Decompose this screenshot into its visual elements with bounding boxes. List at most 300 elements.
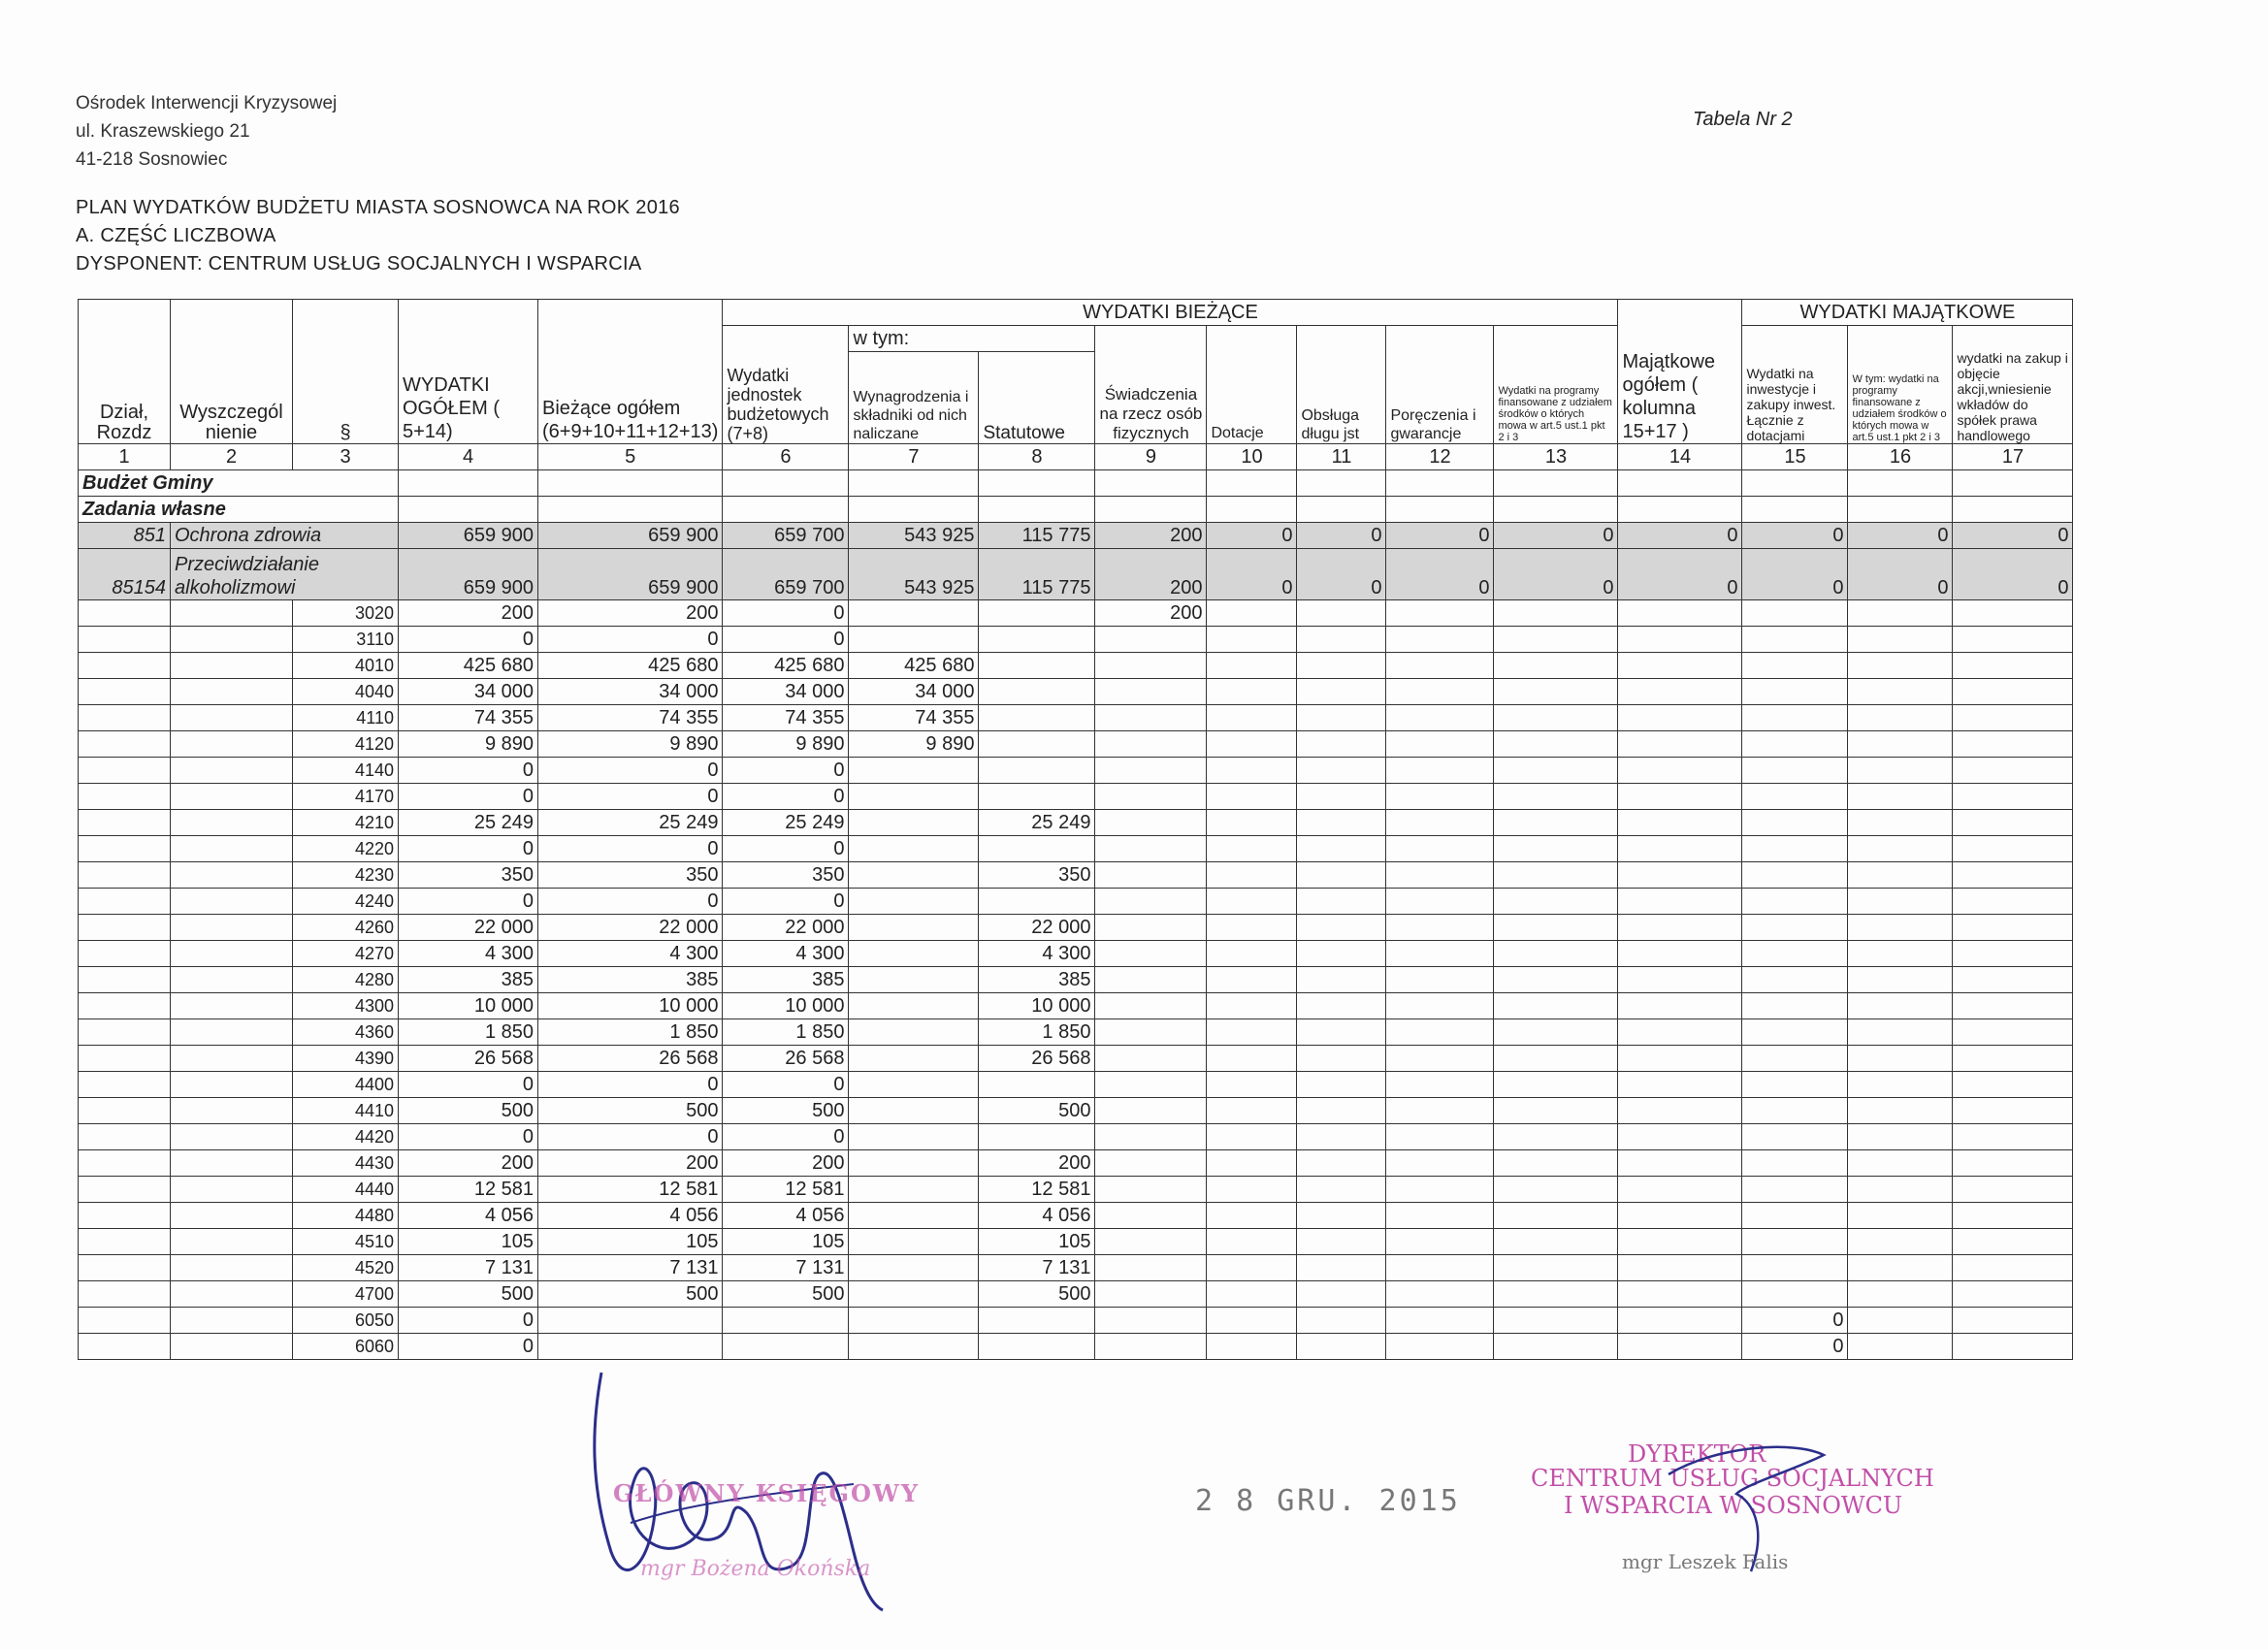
empty-cell xyxy=(1953,810,2073,836)
empty-cell xyxy=(79,1229,171,1255)
empty-cell xyxy=(1494,1124,1618,1150)
cell-value xyxy=(1095,1098,1207,1124)
cell-value xyxy=(1742,653,1848,679)
table-row xyxy=(79,862,2073,889)
empty-cell xyxy=(1207,758,1297,784)
cell-value: 200 xyxy=(979,1150,1095,1177)
header-obsluga-dlugu: Obsługa długu jst xyxy=(1297,326,1386,444)
paragraph-code: 4410 xyxy=(293,1098,399,1124)
empty-cell xyxy=(1207,862,1297,889)
empty-cell xyxy=(1848,993,1953,1019)
empty-cell xyxy=(1207,705,1297,731)
empty-cell xyxy=(1386,993,1494,1019)
table-row xyxy=(79,1150,2073,1177)
cell-value: 0 xyxy=(1207,549,1297,600)
empty-cell xyxy=(1494,1203,1618,1229)
cell-value: 425 680 xyxy=(538,653,723,679)
table-row xyxy=(79,600,2073,627)
empty-cell xyxy=(1848,758,1953,784)
empty-cell xyxy=(1494,993,1618,1019)
cell-value xyxy=(1742,1229,1848,1255)
paragraph-code: 4120 xyxy=(293,731,399,758)
cell-value: 1 850 xyxy=(399,1019,538,1046)
cell-value xyxy=(723,1334,849,1360)
empty-cell xyxy=(79,1281,171,1308)
cell-value: 4 056 xyxy=(723,1203,849,1229)
empty-cell xyxy=(171,967,293,993)
cell-value: 0 xyxy=(723,1124,849,1150)
empty-cell xyxy=(1953,1098,2073,1124)
empty-cell xyxy=(1618,862,1742,889)
cell-value: 1 850 xyxy=(723,1019,849,1046)
empty-cell xyxy=(1386,1229,1494,1255)
empty-cell xyxy=(1207,915,1297,941)
cell-value: 500 xyxy=(538,1098,723,1124)
cell-value xyxy=(849,1281,979,1308)
empty-cell xyxy=(171,679,293,705)
empty-cell xyxy=(1618,1046,1742,1072)
empty-cell xyxy=(1386,967,1494,993)
empty-cell xyxy=(1207,784,1297,810)
empty-cell xyxy=(1848,810,1953,836)
empty-cell xyxy=(1386,941,1494,967)
empty-cell xyxy=(1848,1150,1953,1177)
cell-value: 659 900 xyxy=(399,549,538,600)
empty-cell xyxy=(1953,993,2073,1019)
column-number: 16 xyxy=(1848,444,1953,470)
cell-value xyxy=(979,889,1095,915)
empty-cell xyxy=(79,1255,171,1281)
document-titles xyxy=(76,194,680,278)
empty-cell xyxy=(79,967,171,993)
empty-cell xyxy=(1848,1334,1953,1360)
address-line-2: ul. Kraszewskiego 21 xyxy=(76,121,250,142)
empty-cell xyxy=(1207,1334,1297,1360)
empty-cell xyxy=(1297,1203,1386,1229)
empty-cell xyxy=(1386,889,1494,915)
empty-cell xyxy=(1494,836,1618,862)
paragraph-code: 4390 xyxy=(293,1046,399,1072)
stamp-institution-line-2: I WSPARCIA W SOSNOWCU xyxy=(1564,1492,1903,1519)
empty-cell xyxy=(1386,1072,1494,1098)
empty-cell xyxy=(1494,784,1618,810)
cell-value xyxy=(1742,810,1848,836)
paragraph-code: 4240 xyxy=(293,889,399,915)
empty-cell xyxy=(1494,1255,1618,1281)
empty-cell xyxy=(1494,1150,1618,1177)
empty-cell xyxy=(1848,1177,1953,1203)
column-number: 1 xyxy=(79,444,171,470)
empty-cell xyxy=(1618,1334,1742,1360)
empty-cell xyxy=(171,1177,293,1203)
empty-cell xyxy=(79,1019,171,1046)
empty-cell xyxy=(171,1072,293,1098)
empty-cell xyxy=(1953,1308,2073,1334)
cell-value: 22 000 xyxy=(723,915,849,941)
cell-value: 0 xyxy=(1742,523,1848,549)
empty-cell xyxy=(79,941,171,967)
cell-value xyxy=(1742,993,1848,1019)
empty-cell xyxy=(1953,1229,2073,1255)
cell-value xyxy=(538,1308,723,1334)
cell-value: 0 xyxy=(399,1334,538,1360)
empty-cell xyxy=(1848,1098,1953,1124)
paragraph-code: 4480 xyxy=(293,1203,399,1229)
cell-value: 0 xyxy=(1742,549,1848,600)
empty-cell xyxy=(1207,967,1297,993)
paragraph-code: 4270 xyxy=(293,941,399,967)
empty-cell xyxy=(79,889,171,915)
paragraph-code: 4510 xyxy=(293,1229,399,1255)
empty-cell xyxy=(1297,1255,1386,1281)
cell-value: 0 xyxy=(1742,1334,1848,1360)
cell-value xyxy=(849,810,979,836)
empty-cell xyxy=(1386,653,1494,679)
cell-value: 0 xyxy=(723,627,849,653)
empty-cell xyxy=(1386,600,1494,627)
cell-value xyxy=(849,836,979,862)
empty-cell xyxy=(1207,731,1297,758)
table-row xyxy=(79,810,2073,836)
cell-value: 425 680 xyxy=(723,653,849,679)
cell-value: 74 355 xyxy=(538,705,723,731)
title-line-1: PLAN WYDATKÓW BUDŻETU MIASTA SOSNOWCA NA ROK 2016 xyxy=(76,197,680,218)
cell-value: 500 xyxy=(723,1281,849,1308)
empty-cell xyxy=(171,889,293,915)
empty-cell xyxy=(171,836,293,862)
empty-cell xyxy=(1386,627,1494,653)
cell-value: 500 xyxy=(979,1281,1095,1308)
cell-value xyxy=(1742,1177,1848,1203)
empty-cell xyxy=(1953,941,2073,967)
cell-value: 10 000 xyxy=(723,993,849,1019)
cell-value: 115 775 xyxy=(979,549,1095,600)
empty-cell xyxy=(79,862,171,889)
empty-cell xyxy=(1953,1124,2073,1150)
table-row xyxy=(79,967,2073,993)
signature-right-scribble xyxy=(1659,1426,1853,1581)
empty-cell xyxy=(171,784,293,810)
empty-cell xyxy=(1494,810,1618,836)
empty-cell xyxy=(1618,810,1742,836)
table-row xyxy=(79,1334,2073,1360)
header-wydatki-jednostek: Wydatki jednostek budżetowych (7+8) xyxy=(723,326,849,444)
cell-value: 500 xyxy=(399,1098,538,1124)
cell-value: 1 850 xyxy=(979,1019,1095,1046)
empty-cell xyxy=(1297,627,1386,653)
address-line-3: 41-218 Sosnowiec xyxy=(76,149,228,170)
empty-cell xyxy=(1207,1019,1297,1046)
empty-cell xyxy=(1953,1281,2073,1308)
cell-value: 10 000 xyxy=(399,993,538,1019)
cell-value: 0 xyxy=(399,627,538,653)
empty-cell xyxy=(1848,1072,1953,1098)
empty-cell xyxy=(1953,967,2073,993)
dzial-code: 85154 xyxy=(79,549,171,600)
cell-value xyxy=(849,627,979,653)
empty-cell xyxy=(1386,1281,1494,1308)
cell-value xyxy=(849,784,979,810)
cell-value: 105 xyxy=(723,1229,849,1255)
empty-cell xyxy=(1207,889,1297,915)
stamp-institution-line-1: CENTRUM USŁUG SOCJALNYCH xyxy=(1531,1465,1934,1492)
empty-cell xyxy=(1297,810,1386,836)
empty-cell xyxy=(79,627,171,653)
empty-cell xyxy=(1848,1124,1953,1150)
budget-table xyxy=(78,299,2073,1360)
empty-cell xyxy=(1386,679,1494,705)
empty-cell xyxy=(1953,1203,2073,1229)
empty-cell xyxy=(1953,705,2073,731)
column-number: 9 xyxy=(1095,444,1207,470)
empty-cell xyxy=(1848,784,1953,810)
empty-cell xyxy=(1618,1072,1742,1098)
empty-cell xyxy=(1386,1255,1494,1281)
cell-value: 200 xyxy=(723,1150,849,1177)
cell-value xyxy=(1095,627,1207,653)
cell-value: 543 925 xyxy=(849,523,979,549)
empty-cell xyxy=(1207,1255,1297,1281)
address-block xyxy=(76,89,337,174)
empty-cell xyxy=(1953,784,2073,810)
cell-value: 500 xyxy=(979,1098,1095,1124)
column-number: 13 xyxy=(1494,444,1618,470)
column-number: 15 xyxy=(1742,444,1848,470)
title-line-3: DYSPONENT: CENTRUM USŁUG SOCJALNYCH I WSPARCIA xyxy=(76,253,642,275)
empty-cell xyxy=(1848,731,1953,758)
empty-cell xyxy=(1848,1046,1953,1072)
empty-cell xyxy=(1494,758,1618,784)
cell-value: 0 xyxy=(399,889,538,915)
empty-cell xyxy=(171,1255,293,1281)
cell-value xyxy=(979,600,1095,627)
cell-value xyxy=(1095,1046,1207,1072)
dzial-code: 851 xyxy=(79,523,171,549)
table-row xyxy=(79,993,2073,1019)
cell-value: 9 890 xyxy=(849,731,979,758)
empty-cell xyxy=(171,1334,293,1360)
empty-cell xyxy=(79,679,171,705)
empty-cell xyxy=(79,1334,171,1360)
cell-value: 4 300 xyxy=(723,941,849,967)
cell-value xyxy=(1742,1281,1848,1308)
empty-cell xyxy=(1848,862,1953,889)
cell-value: 0 xyxy=(1494,549,1618,600)
cell-value xyxy=(1742,600,1848,627)
cell-value xyxy=(849,1124,979,1150)
empty-cell xyxy=(1618,1150,1742,1177)
empty-cell xyxy=(1848,705,1953,731)
stamp-dyrektor: DYREKTOR xyxy=(1628,1440,1766,1468)
cell-value: 12 581 xyxy=(399,1177,538,1203)
empty-cell xyxy=(1386,1124,1494,1150)
empty-cell xyxy=(1618,836,1742,862)
empty-cell xyxy=(1386,1150,1494,1177)
empty-cell xyxy=(79,705,171,731)
empty-cell xyxy=(1494,705,1618,731)
cell-value: 0 xyxy=(538,1124,723,1150)
cell-value: 7 131 xyxy=(979,1255,1095,1281)
empty-cell xyxy=(1618,915,1742,941)
empty-cell xyxy=(1953,1255,2073,1281)
cell-value: 105 xyxy=(399,1229,538,1255)
empty-cell xyxy=(1953,600,2073,627)
empty-cell xyxy=(79,1098,171,1124)
empty-cell xyxy=(1207,1203,1297,1229)
column-number: 14 xyxy=(1618,444,1742,470)
table-row xyxy=(79,1124,2073,1150)
table-number-label: Tabela Nr 2 xyxy=(1693,109,1793,130)
paragraph-code: 4520 xyxy=(293,1255,399,1281)
cell-value: 0 xyxy=(1953,549,2073,600)
empty-cell xyxy=(1953,862,2073,889)
cell-value xyxy=(1095,889,1207,915)
paragraph-code: 4210 xyxy=(293,810,399,836)
cell-value: 25 249 xyxy=(399,810,538,836)
cell-value: 0 xyxy=(1297,523,1386,549)
table-row xyxy=(79,1046,2073,1072)
paragraph-code: 3020 xyxy=(293,600,399,627)
row-name xyxy=(171,549,399,600)
header-biezace-ogolem: Bieżące ogółem (6+9+10+11+12+13) xyxy=(538,300,723,444)
empty-cell xyxy=(1618,679,1742,705)
summary-row xyxy=(79,549,2073,600)
cell-value: 34 000 xyxy=(538,679,723,705)
table-row xyxy=(79,1281,2073,1308)
empty-cell xyxy=(1386,705,1494,731)
empty-cell xyxy=(1297,1124,1386,1150)
empty-cell xyxy=(1953,889,2073,915)
empty-cell xyxy=(1618,784,1742,810)
header-dzial: Dział, Rozdz xyxy=(79,300,171,444)
empty-cell xyxy=(1386,758,1494,784)
empty-cell xyxy=(1494,1177,1618,1203)
column-number: 7 xyxy=(849,444,979,470)
empty-cell xyxy=(1618,1124,1742,1150)
empty-cell xyxy=(1297,600,1386,627)
cell-value xyxy=(849,1255,979,1281)
cell-value xyxy=(849,1229,979,1255)
empty-cell xyxy=(1297,1098,1386,1124)
cell-value: 350 xyxy=(538,862,723,889)
empty-cell xyxy=(1953,653,2073,679)
empty-cell xyxy=(1494,731,1618,758)
cell-value: 74 355 xyxy=(849,705,979,731)
empty-cell xyxy=(1297,784,1386,810)
cell-value: 1 850 xyxy=(538,1019,723,1046)
empty-cell xyxy=(1848,600,1953,627)
cell-value: 12 581 xyxy=(979,1177,1095,1203)
cell-value xyxy=(1095,1177,1207,1203)
empty-cell xyxy=(1494,1072,1618,1098)
empty-cell xyxy=(79,1150,171,1177)
cell-value: 7 131 xyxy=(723,1255,849,1281)
empty-cell xyxy=(1494,1019,1618,1046)
paragraph-code: 4110 xyxy=(293,705,399,731)
column-number: 17 xyxy=(1953,444,2073,470)
cell-value xyxy=(723,1308,849,1334)
cell-value xyxy=(849,1150,979,1177)
empty-cell xyxy=(1207,653,1297,679)
paragraph-code: 4260 xyxy=(293,915,399,941)
empty-cell xyxy=(171,1203,293,1229)
cell-value: 4 056 xyxy=(399,1203,538,1229)
cell-value: 425 680 xyxy=(849,653,979,679)
cell-value xyxy=(1095,862,1207,889)
empty-cell xyxy=(171,915,293,941)
table-row xyxy=(79,915,2073,941)
stamp-glowny-ksiegowy: GŁÓWNY KSIĘGOWY xyxy=(613,1479,921,1507)
row-name-line-1: Przeciwdziałanie xyxy=(175,554,319,575)
empty-cell xyxy=(1297,967,1386,993)
cell-value xyxy=(979,705,1095,731)
empty-cell xyxy=(1618,627,1742,653)
header-wyszczegolnienie: Wyszczególnienie xyxy=(171,300,293,444)
cell-value xyxy=(1095,758,1207,784)
paragraph-code: 4280 xyxy=(293,967,399,993)
empty-cell xyxy=(1618,1229,1742,1255)
empty-cell xyxy=(1207,1177,1297,1203)
cell-value: 0 xyxy=(1848,523,1953,549)
empty-cell xyxy=(79,1203,171,1229)
paragraph-code: 4430 xyxy=(293,1150,399,1177)
empty-cell xyxy=(1494,1308,1618,1334)
cell-value xyxy=(849,1019,979,1046)
cell-value: 425 680 xyxy=(399,653,538,679)
empty-cell xyxy=(79,1308,171,1334)
cell-value xyxy=(1742,731,1848,758)
header-wydatki-biezace: WYDATKI BIEŻĄCE xyxy=(723,300,1618,326)
cell-value: 4 300 xyxy=(538,941,723,967)
cell-value: 0 xyxy=(399,1072,538,1098)
empty-cell xyxy=(171,810,293,836)
empty-cell xyxy=(79,1046,171,1072)
empty-cell xyxy=(171,1229,293,1255)
empty-cell xyxy=(1953,731,2073,758)
cell-value xyxy=(1095,1255,1207,1281)
table-row xyxy=(79,1177,2073,1203)
empty-cell xyxy=(1207,1098,1297,1124)
cell-value: 200 xyxy=(538,1150,723,1177)
header-wydatki-majatkowe: WYDATKI MAJĄTKOWE xyxy=(1742,300,2073,326)
header-zakup-akcji: wydatki na zakup i objęcie akcji,wniesienie wkładów do spółek prawa handlowego xyxy=(1953,326,2073,444)
cell-value: 0 xyxy=(538,836,723,862)
cell-value xyxy=(1742,1203,1848,1229)
empty-cell xyxy=(1386,1019,1494,1046)
table-row xyxy=(79,758,2073,784)
empty-cell xyxy=(1848,1019,1953,1046)
cell-value: 0 xyxy=(723,784,849,810)
cell-value xyxy=(979,1124,1095,1150)
cell-value xyxy=(1742,784,1848,810)
cell-value: 500 xyxy=(538,1281,723,1308)
header-dotacje: Dotacje xyxy=(1207,326,1297,444)
empty-cell xyxy=(171,1124,293,1150)
cell-value: 7 131 xyxy=(538,1255,723,1281)
cell-value xyxy=(1095,1229,1207,1255)
cell-value: 0 xyxy=(399,758,538,784)
cell-value: 0 xyxy=(1386,549,1494,600)
cell-value: 0 xyxy=(399,836,538,862)
cell-value xyxy=(1742,1072,1848,1098)
cell-value: 9 890 xyxy=(723,731,849,758)
empty-cell xyxy=(1494,627,1618,653)
cell-value: 0 xyxy=(399,784,538,810)
table-row xyxy=(79,653,2073,679)
cell-value xyxy=(979,1072,1095,1098)
cell-value: 200 xyxy=(399,1150,538,1177)
row-name-line-2: alkoholizmowi xyxy=(175,577,296,598)
